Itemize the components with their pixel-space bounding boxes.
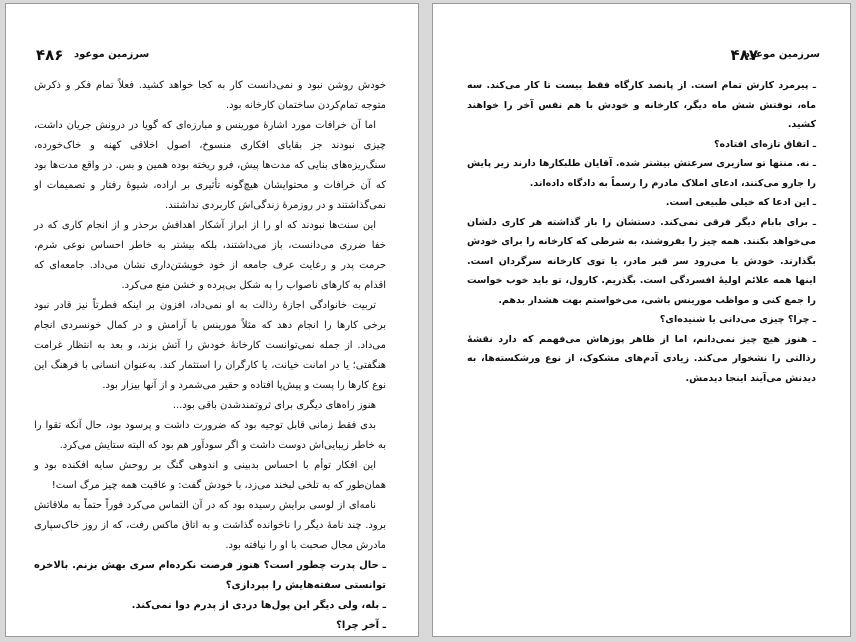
- left-running-title: سرزمین موعود: [74, 49, 150, 60]
- dialog-line: ـ حال پدرت چطور است؟ هنوز فرصت نکرده‌ام سری بهش بزنم. بالاخره توانستی سفته‌هایش را بپردازی؟: [34, 560, 386, 591]
- paragraph: بدی فقط زمانی قابل توجیه بود که ضرورت داشت و پرسود بود، حال آنکه تقوا را به خاطر زیبایی‌اش دوست داشت و اگر سودآور هم بود که البته ستایش می‌کرد.: [34, 420, 386, 451]
- paragraph: اما آن خرافات مورد اشارهٔ مورینس و مبارزه‌ای که گویا در درونش جریان داشت، چیزی نبودند جز بقایای افکاری منسوخ، اصول اخلاقی کهنه و خاک‌خورده، سنگ‌ریزه‌های بنایی که مدت‌ها پیش، فرو ریخته بوده همین و بس. در واقع مدت‌ها بود که آن خرافات و محتوایشان هیچ‌گونه تأثیری بر اراده، شیوهٔ رفتار و تصمیمات او نمی‌گذاشتند و در روزمرهٔ زندگی‌اش کاربردی نداشتند.: [34, 120, 386, 211]
- dialog-line: ـ نه. منتها تو سازیری سرعتش بیشتر شده. آقایان طلبکارها دارند زیر پایش را جارو می‌کنند، ادعای املاک مادرم را رسماً به دادگاه داده‌اند.: [467, 158, 816, 189]
- paragraph: خودش روشن نبود و نمی‌دانست کار به کجا خواهد کشید. فعلاً تمام فکر و ذکرش متوجه تمام‌کردن ساختمان کارخانه بود.: [34, 80, 386, 111]
- right-page-number: ۴۸۷: [730, 46, 758, 64]
- left-page-body: [34, 76, 386, 636]
- right-page: [432, 3, 851, 637]
- left-page: [5, 3, 419, 637]
- dialog-line: ـ پیرمرد کارش تمام است. از پانصد کارگاه فقط بیست تا کار می‌کند. سه ماه، نوفتش شش ماه دیگر، کارخانه و خودش با هم نفس آخر را خواهند کشید.: [467, 80, 816, 130]
- right-page-header: [479, 46, 820, 64]
- paragraph: هنوز راه‌های دیگری برای ثروتمندشدن باقی بود...: [172, 400, 376, 411]
- paragraph: تربیت خانوادگی اجازهٔ رذالت به او نمی‌داد، افزون بر اینکه فطرتاً نیز قادر نبود برخی کارها را انجام دهد که مثلاً مورینس با آرامش و در کمال خونسردی انجام می‌داد. از جمله نمی‌توانست کارخانهٔ خودش را آتش بزند، و بعد به انتظار غرامت هنگفتی؛ یا در امانت خیانت، یا کارگران را استثمار کند. به‌عنوان انسانی با فرهنگ این نوع کارها را پست و پیش‌پا افتاده و حقیر می‌شمرد و از آنها بیزار بود.: [34, 300, 386, 391]
- left-page-number: ۴۸۶: [36, 46, 64, 64]
- paragraph: این افکار توأم با احساس بدبینی و اندوهی گنگ بر روحش سایه افکنده بود و همان‌طور که به تلخی لبخند می‌زد، با خودش گفت: و عاقبت همه چیز مرگ است!: [34, 460, 386, 491]
- dialog-line: ـ هنوز هیچ چیز نمی‌دانم، اما از ظاهر پوزهاش می‌فهمم که دارد نقشهٔ رذالتی را نشخوار می‌کند. زیادی آدم‌های مشکوک، از نوع ورشکسته‌ها، به دیدنش می‌آیند اینجا دیدمش.: [467, 333, 816, 384]
- dialog-line: ـ اتفاق تازه‌ای افتاده؟: [714, 138, 816, 150]
- dialog-line: ـ این ادعا که خیلی طبیعی است.: [665, 197, 816, 208]
- right-running-title: سرزمین موعود: [744, 49, 820, 60]
- left-page-header: [36, 46, 388, 64]
- dialog-line: ـ چرا؟ چیزی می‌دانی یا شنیده‌ای؟: [659, 314, 816, 325]
- paragraph: نامه‌ای از لوسی برایش رسیده بود که در آن التماس می‌کرد فوراً حتماً به ملاقاتش برود. چند نامهٔ دیگر را ناخوانده گذاشت و به اتاق ماکس رفت، که از روز خاک‌سپاری مادرش مجال صحبت با او را نیافته بود.: [34, 500, 386, 551]
- dialog-line: ـ آخر چرا؟: [336, 620, 386, 631]
- right-page-body: [467, 76, 816, 388]
- dialog-line: ـ بله، ولی دیگر این پول‌ها دردی از پدرم دوا نمی‌کند.: [131, 600, 386, 611]
- dialog-line: ـ برای بابام دیگر فرقی نمی‌کند. دستشان را باز گذاشته هر کاری دلشان می‌خواهد بکنند. همه چیز را بفروشند، به شرطی که کارخانه را برای خودش بگذارند. خودش یا می‌رود سر قبر مادر، یا توی کارخانه سرگردان است. اینها همه علائم اولیهٔ افسردگی است. بگذریم. کارول، تو باید خوب خواست را جمع کنی و مواظب مورینس باشی، می‌خواستم بهت هشدار بدهم.: [467, 216, 816, 306]
- paragraph: این سنت‌ها نبودند که او را از ابراز آشکار اهدافش برحذر و از انجام کاری که در خفا ضرری می‌دانست، باز می‌داشتند، بلکه بیشتر به خاطر احساس نوعی شرم، حرمت پدر و رعایت عرف جامعه از خود خویشتن‌داری نشان می‌داد. جامعه‌ای که اقدام به کارهای ناصواب را به شکل بی‌پرده و خشن منع می‌کرد.: [34, 220, 386, 291]
